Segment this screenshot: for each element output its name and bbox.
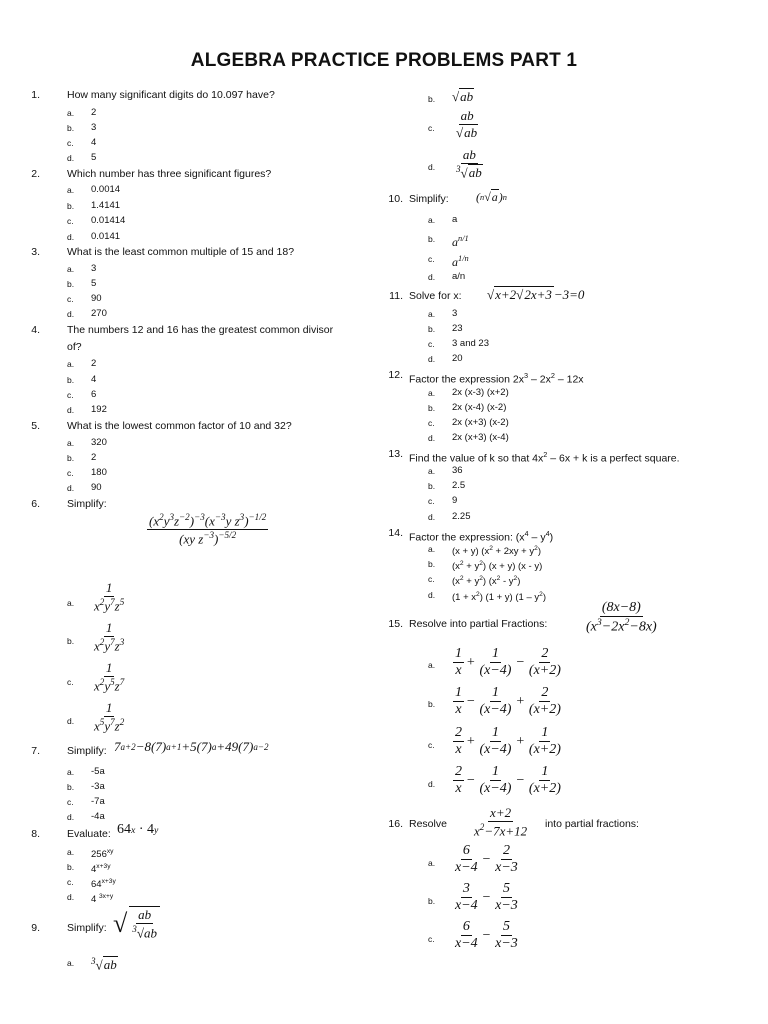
q11-expression: √ x+2√2x+3 −3=0 [487, 286, 585, 302]
page-title: ALGEBRA PRACTICE PROBLEMS PART 1 [190, 50, 578, 71]
q10-expression: ( n √ a ) n [476, 189, 507, 204]
question-number: 1. [31, 89, 40, 101]
q16-expression: $\frac{x+2}{x^2-7x+12}$ [474, 805, 528, 839]
question-text: How many significant digits do 10.097 have? [67, 89, 275, 101]
q15-expression: $\frac{(8x-8)}{(x^3-2x^2-8x)}$ [586, 600, 657, 635]
q8-expression: 64 x · 4 y [117, 822, 159, 837]
q7-expression: 7 a+2 −8(7) a+1 +5(7) a +49(7) a−2 [114, 739, 269, 754]
question-4-continued: of? [67, 341, 82, 353]
question-text: Which number has three significant figures? [67, 168, 272, 180]
question-number: 2. [31, 168, 40, 180]
q6-expression: $\frac{(x^2y^3z^{-2})^{-3}(x^{-3}y z^3)^{-1/2}}{(xy z^{-3})^{-5/2}}$ [149, 512, 267, 547]
question-16-continued: into partial fractions: [545, 818, 639, 830]
q9-expression: √ $\frac{ab}{^3√ab}$ [113, 906, 162, 941]
